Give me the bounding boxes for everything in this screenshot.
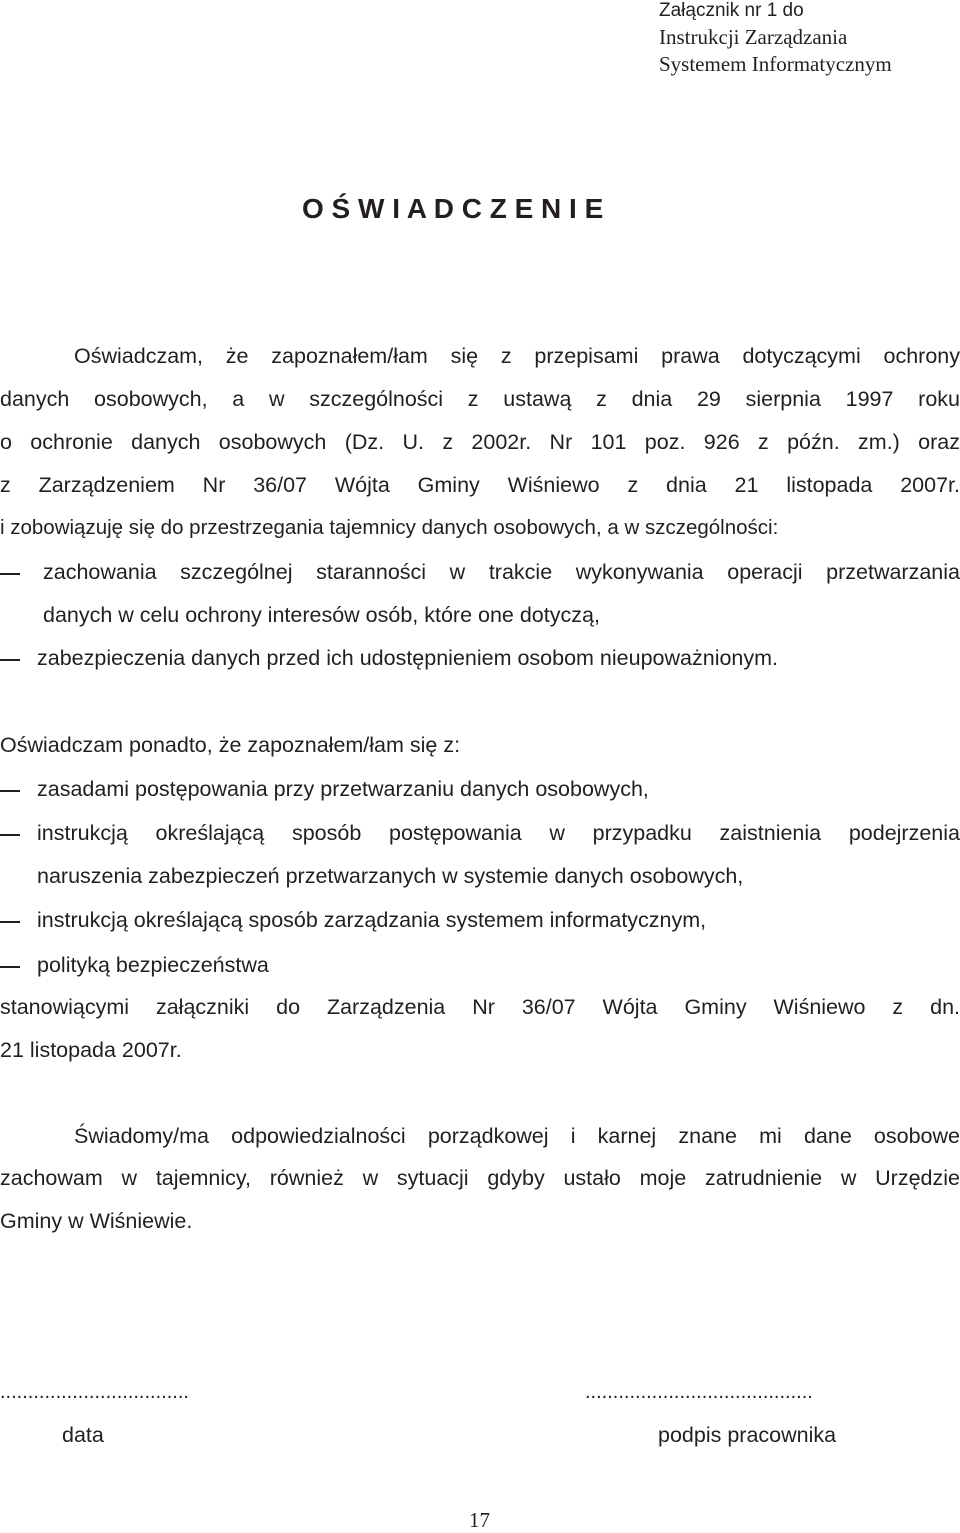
para1-line-4: z Zarządzeniem Nr 36/07 Wójta Gminy Wiśniewo z dnia 21 listopada 2007r. — [0, 473, 960, 497]
para2-item3: instrukcją określającą sposób zarządzania systemem informatycznym, — [37, 908, 707, 932]
list-dash — [0, 966, 20, 968]
para2-item4: polityką bezpieczeństwa — [37, 953, 269, 977]
list-dash — [0, 834, 20, 836]
page-number: 17 — [469, 1508, 490, 1532]
signature-dotted-line: ......................................... — [585, 1381, 813, 1403]
para2-item2-line-1: instrukcją określającą sposób postępowania w przypadku zaistnienia podejrzenia — [37, 821, 960, 845]
para1-line-5: i zobowiązuję się do przestrzegania tajemnicy danych osobowych, a w szczególności: — [0, 516, 779, 539]
para2-closing-line-2: 21 listopada 2007r. — [0, 1038, 182, 1062]
para3-line-1: Świadomy/ma odpowiedzialności porządkowej i karnej znane mi dane osobowe — [74, 1124, 960, 1148]
para1-line-1: Oświadczam, że zapoznałem/łam się z przepisami prawa dotyczącymi ochrony — [74, 344, 960, 368]
para2-item1: zasadami postępowania przy przetwarzaniu danych osobowych, — [37, 777, 649, 801]
list1-item1-line-1: zachowania szczególnej staranności w trakcie wykonywania operacji przetwarzania — [43, 560, 960, 584]
para1-line-2: danych osobowych, a w szczególności z ustawą z dnia 29 sierpnia 1997 roku — [0, 387, 960, 411]
list-dash — [0, 921, 20, 923]
para2-closing-line-1: stanowiącymi załączniki do Zarządzenia Nr 36/07 Wójta Gminy Wiśniewo z dn. — [0, 995, 960, 1019]
list-dash — [0, 659, 20, 661]
para2-item2-line-2: naruszenia zabezpieczeń przetwarzanych w systemie danych osobowych, — [37, 864, 744, 888]
signature-label: podpis pracownika — [658, 1423, 837, 1447]
header-line-3: Systemem Informatycznym — [659, 52, 892, 76]
date-label: data — [62, 1423, 104, 1447]
para1-line-3: o ochronie danych osobowych (Dz. U. z 2002r. Nr 101 poz. 926 z późn. zm.) oraz — [0, 430, 960, 454]
para2-intro: Oświadczam ponadto, że zapoznałem/łam się z: — [0, 733, 461, 757]
date-dotted-line: .................................. — [0, 1381, 189, 1403]
para3-line-2: zachowam w tajemnicy, również w sytuacji gdyby ustało moje zatrudnienie w Urzędzie — [0, 1166, 960, 1190]
list-dash — [0, 790, 20, 792]
header-line-1: Załącznik nr 1 do — [659, 0, 804, 21]
list1-item2: zabezpieczenia danych przed ich udostępnieniem osobom nieupoważnionym. — [37, 646, 779, 670]
header-line-2: Instrukcji Zarządzania — [659, 25, 848, 49]
document-title: O Ś W I A D C Z E N I E — [302, 193, 604, 224]
para3-line-3: Gminy w Wiśniewie. — [0, 1209, 193, 1233]
list1-item1-line-2: danych w celu ochrony interesów osób, które one dotyczą, — [43, 603, 600, 627]
list-dash — [0, 573, 20, 575]
